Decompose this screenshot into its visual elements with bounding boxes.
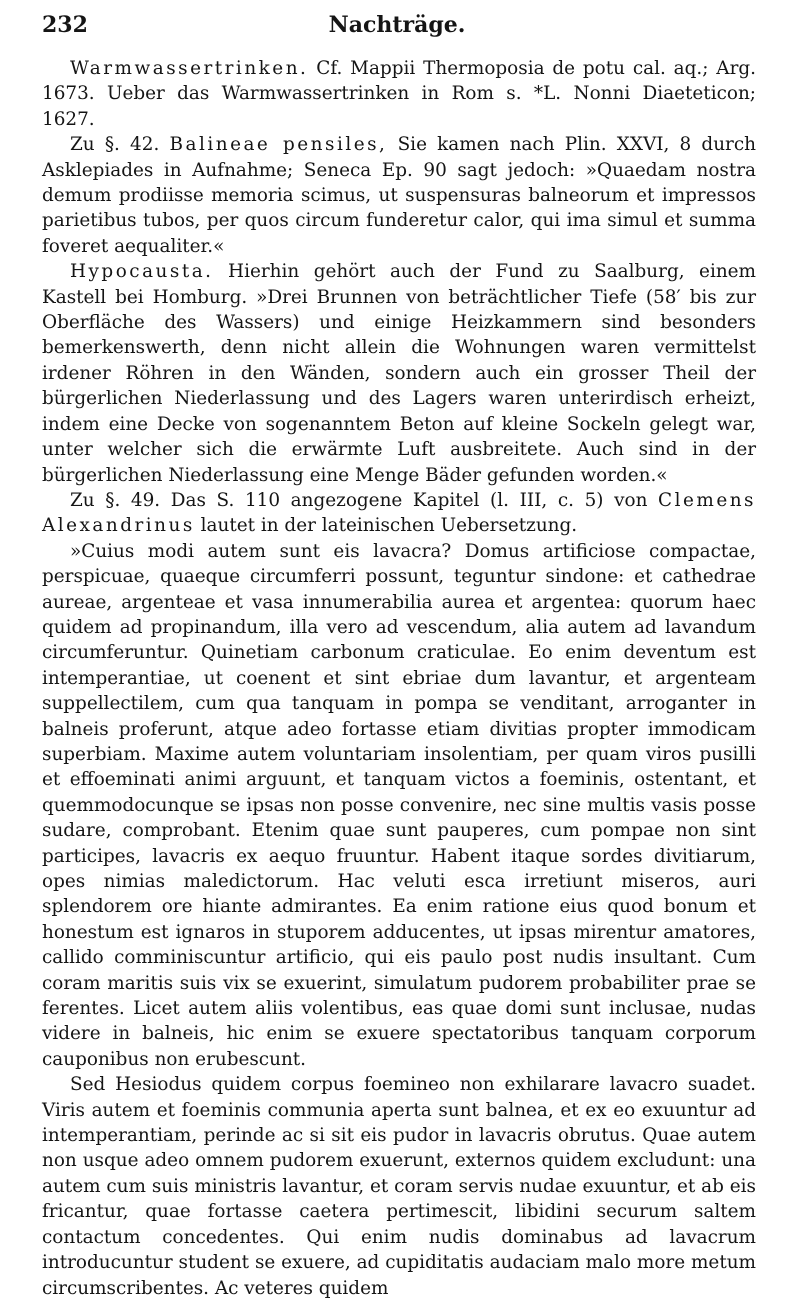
entry-heading: Hypocausta. [70,261,214,283]
paragraph-text: Hierhin gehört auch der Fund zu Saalburg, einem Kastell bei Homburg. »Drei Brunnen von beträchtlicher Tiefe (58′ bis zur Oberfläche des Wassers) und einige Heizkammern sind besonders bemerkenswerth, denn nicht allein die Wohnungen waren vermittelst irdener Röhren in den Wänden, sondern auch ein grosser Theil der bürgerlichen Niederlassung und des Lagers waren unterirdisch erheizt, indem eine Decke von sogenanntem Beton auf kleine Sockeln gelegt war, unter welcher sich die erwärmte Luft ausbreitete. Auch sind in der bürgerlichen Niederlassung eine Menge Bäder gefunden worden.« [42,261,756,486]
paragraph-warmwassertrinken [42,56,756,132]
body-text [42,56,756,1301]
paragraph-latin-quote [42,539,756,1073]
running-head: Nachträge. [328,12,466,38]
paragraph-text: Sie kamen nach Plin. XXVI, 8 durch Asklepiades in Aufnahme; Seneca Ep. 90 sagt jedoch: »Quaedam nostra demum prodiisse memoria scimus, ut suspensuras balneorum et impressos parietibus tubos, per quos circum funderetur calor, qui ima simul et summa foveret aequaliter.« [42,134,756,257]
paragraph-text: »Cuius modi autem sunt eis lavacra? Domus artificiose compactae, perspicuae, quaeque circumferri possunt, teguntur sindone: et cathedrae aureae, argenteae et vasa innumerabilia aurea et argentea: quorum haec quidem ad propinandum, illa vero ad vescendum, alia autem ad lavandum circumferuntur. Quinetiam carbonum craticulae. Eo enim deventum est intemperantiae, ut coenent et sint ebriae dum lavantur, et argenteam suppellectilem, cum qua tanquam in pompa se venditant, arroganter in balneis proferunt, atque adeo fortasse etiam divitias propter immodicam superbiam. Maxime autem voluntariam insolentiam, per quam viros pusilli et effoeminati animi arguunt, et tanquam victos a foeminis, ostentant, et quemmodocunque se ipsas non posse convenire, nec sine multis vasis posse sudare, comprobant. Etenim quae sunt pauperes, cum pompae non sint participes, lavacris ex aequo fruuntur. Habent itaque sordes divitiarum, opes nimias maledictorum. Hac veluti esca irretiunt miseros, auri splendorem ore hiante admirantes. Ea enim ratione eius quod bonum et honestum est ignaros in stuporem adducentes, ut ipsas mirentur amatores, callido comminiscuntur artificio, qui eis paulo post nudis insultant. Cum coram maritis suis vix se exuerint, simulatum pudorem probabiliter prae se ferentes. Licet autem aliis volentibus, eas quae domi sunt inclusae, nudas videre in balneis, hic enim se exuere spectatoribus tanquam corporum cauponibus non erubescunt. [42,540,756,1070]
paragraph-clemens [42,488,756,539]
section-reference: Zu §. 42. [70,134,160,156]
author-name: Clemens Alexandrinus [42,489,756,537]
paragraph-text: Cf. Mappii Thermoposia de potu cal. aq.; Arg. 1673. Ueber das Warmwassertrinken in Rom s. *L. Nonni Diaeteticon; 1627. [42,58,756,130]
entry-heading: Warmwassertrinken. [70,58,309,79]
page-header [42,8,752,44]
paragraph-hypocausta [42,259,756,488]
paragraph-text: Das S. 110 angezogene Kapitel (l. III, c. 5) von [160,489,659,511]
entry-heading: Balineae pensiles, [169,134,388,156]
paragraph-hesiodus [42,1072,756,1301]
paragraph-balineae-pensiles [42,132,756,259]
section-reference: Zu §. 49. [70,489,161,511]
page-number: 232 [42,12,88,38]
paragraph-text: Sed Hesiodus quidem corpus foemineo non exhilarare lavacro suadet. Viris autem et foeminis communia aperta sunt balnea, et ex eo exuuntur ad intemperantiam, perinde ac si sit eis pudor in lavacris obrutus. Quae autem non usque adeo omnem pudorem exuerunt, externos quidem excludunt: una autem cum suis ministris lavantur, et coram servis nudae exuuntur, et ab eis fricantur, quae fortasse caetera pertimescit, libidini securum saltem contactum concedentes. Qui enim nudis dominabus ad lavacrum introducuntur student se exuere, ad cupiditatis audaciam malo more metum circumscribentes. Ac veteres quidem [42,1074,756,1299]
paragraph-text: lautet in der lateinischen Uebersetzung. [194,515,578,537]
